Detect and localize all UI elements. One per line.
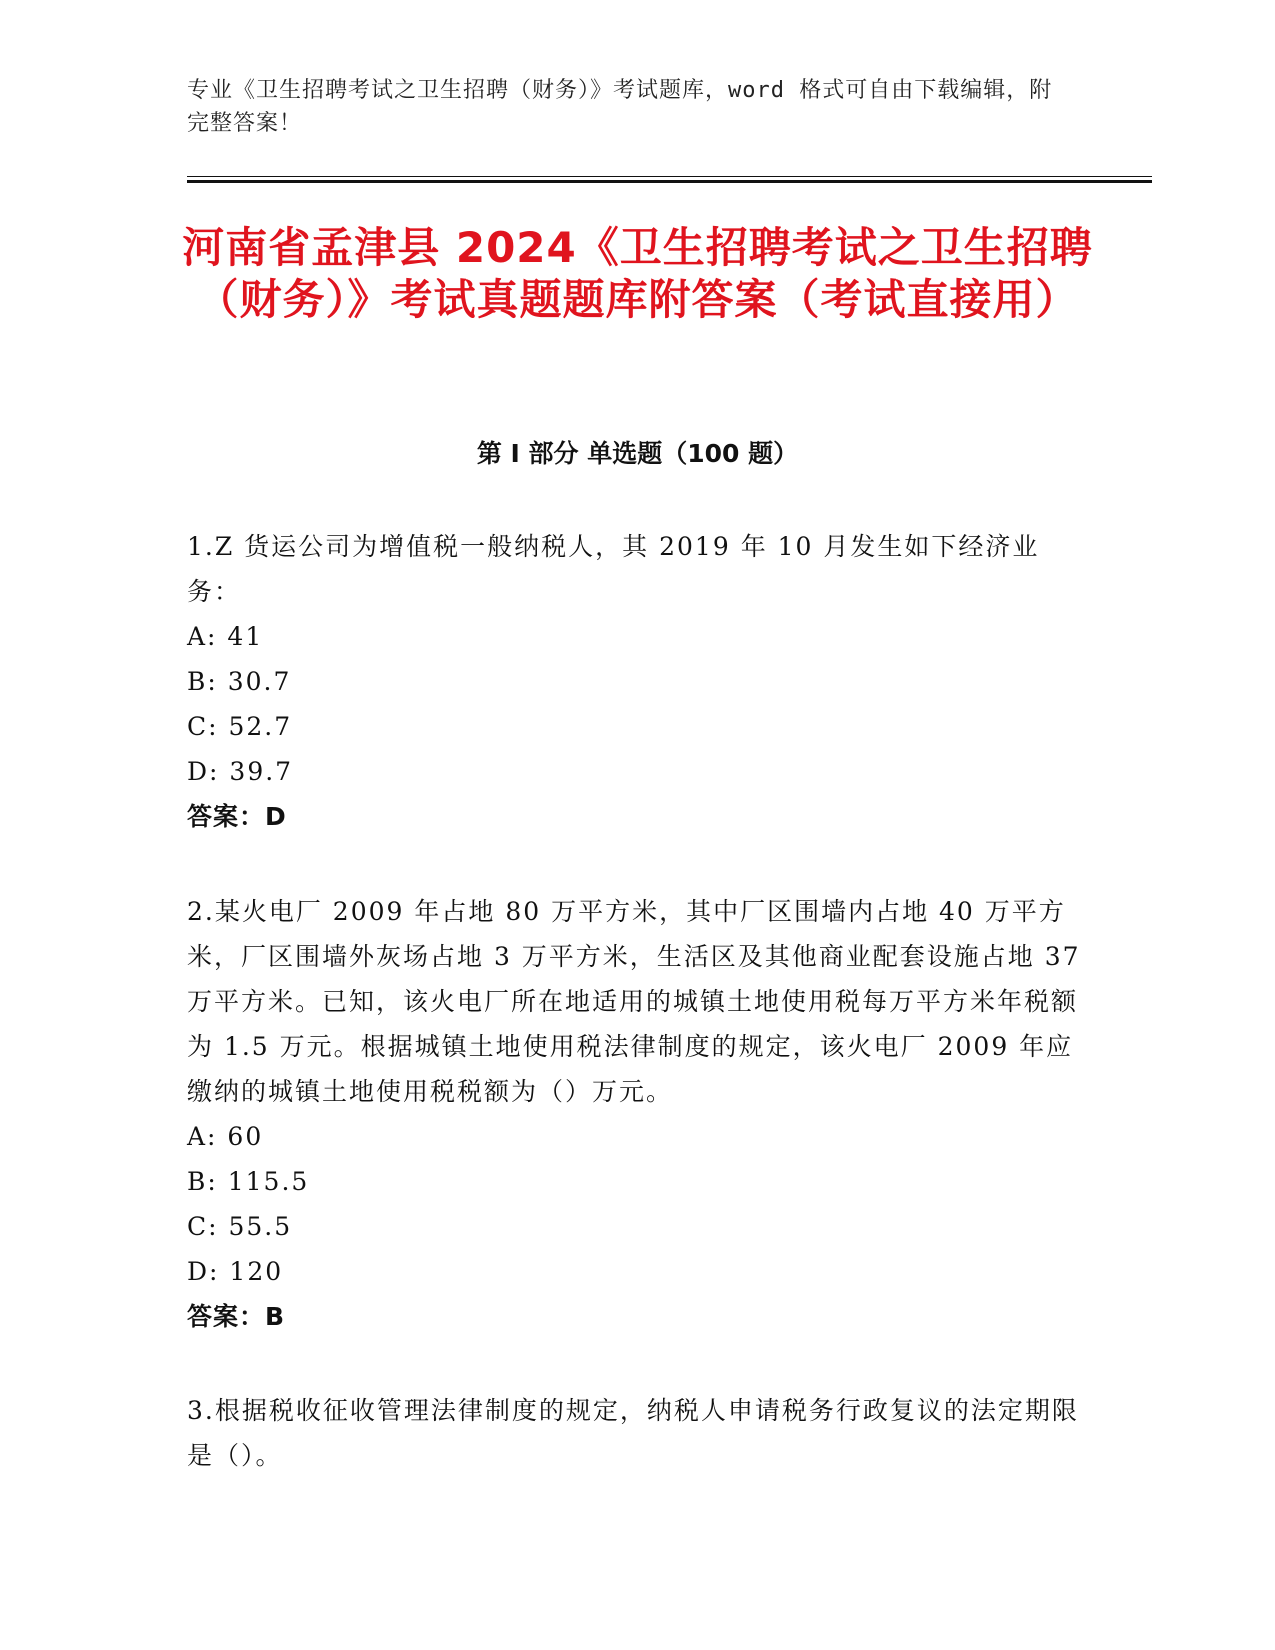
option-c: C: 52.7 — [187, 712, 293, 741]
option-a: A: 41 — [187, 622, 264, 651]
question-1 — [187, 524, 1087, 839]
question-3 — [187, 1388, 1087, 1478]
option-d: D: 120 — [187, 1257, 284, 1286]
document-title: 河南省孟津县 2024《卫生招聘考试之卫生招聘（财务）》考试真题题库附答案（考试直接用） — [182, 223, 1093, 324]
question-stem: 3.根据税收征收管理法律制度的规定，纳税人申请税务行政复议的法定期限是（）。 — [187, 1396, 1079, 1470]
question-2 — [187, 889, 1087, 1339]
option-c: C: 55.5 — [187, 1212, 293, 1241]
question-stem: 2.某火电厂 2009 年占地 80 万平方米，其中厂区围墙内占地 40 万平方米，厂区围墙外灰场占地 3 万平方米，生活区及其他商业配套设施占地 37 万平方米。已知，该火电厂所在地适用的城镇土地使用税每万平方米年税额为 1.5 万元。根据城镇土地使用税法律制度的规定，该火电厂 2009 年应缴纳的城镇土地使用税税额为（）万元。 — [187, 897, 1081, 1106]
option-a: A: 60 — [187, 1122, 264, 1151]
header-divider-thin — [187, 176, 1152, 177]
header-divider-thick — [187, 180, 1152, 183]
answer: 答案：D — [187, 802, 287, 831]
option-b: B: 30.7 — [187, 667, 292, 696]
header-note: 专业《卫生招聘考试之卫生招聘（财务）》考试题库，word 格式可自由下载编辑，附完整答案！ — [187, 78, 1053, 136]
section-heading: 第 I 部分 单选题（100 题） — [476, 439, 799, 468]
question-stem: 1.Z 货运公司为增值税一般纳税人，其 2019 年 10 月发生如下经济业务： — [187, 532, 1040, 606]
answer: 答案：B — [187, 1302, 286, 1331]
option-d: D: 39.7 — [187, 757, 294, 786]
option-b: B: 115.5 — [187, 1167, 310, 1196]
